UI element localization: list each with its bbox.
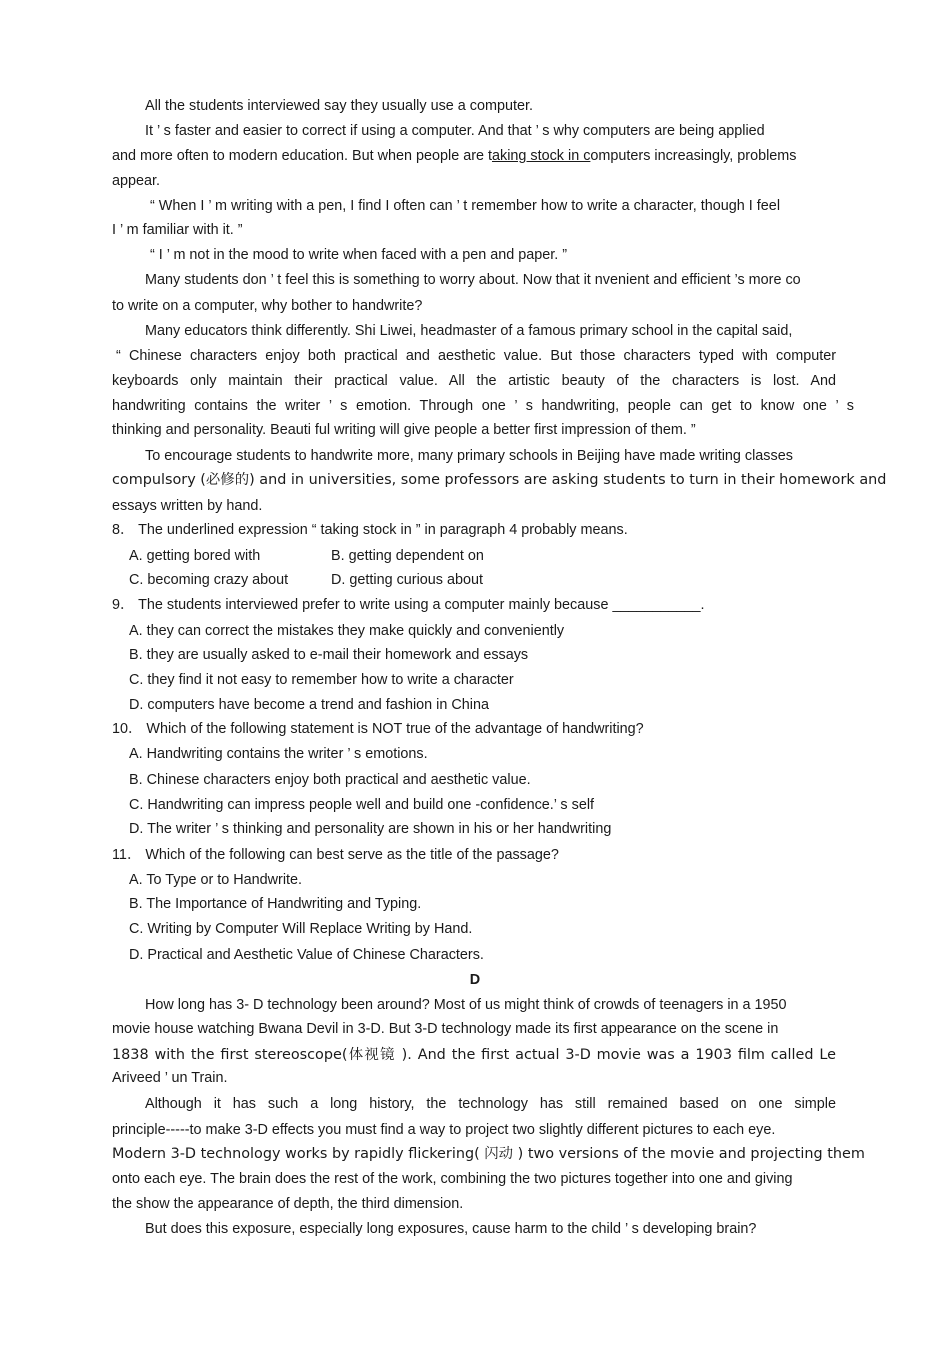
question-9-option-c: C. they find it not easy to remember how to write a character bbox=[129, 672, 514, 688]
question-9-stem: 9． The students interviewed prefer to write using a computer mainly because ___________. bbox=[112, 597, 705, 613]
passage-line: But does this exposure, especially long exposures, cause harm to the child ’ s developing brain? bbox=[145, 1221, 757, 1237]
question-9-option-b: B. they are usually asked to e-mail their homework and essays bbox=[129, 647, 529, 663]
question-11-option-d: D. Practical and Aesthetic Value of Chinese Characters. bbox=[129, 947, 484, 963]
question-11-option-a: A. To Type or to Handwrite. bbox=[129, 872, 303, 888]
question-8-option-a: A. getting bored with bbox=[129, 548, 261, 564]
question-11-option-c: C. Writing by Computer Will Replace Writing by Hand. bbox=[129, 921, 473, 937]
passage-text: and more often to modern education. But when people are t bbox=[112, 148, 493, 164]
question-10-option-c: C. Handwriting can impress people well and build one -confidence.’ s self bbox=[129, 797, 595, 813]
passage-line: “ When I ’ m writing with a pen, I find I often can ’ t remember how to write a character, though I feel bbox=[150, 198, 781, 214]
passage-line: Although it has such a long history, the technology has still remained based on one simple bbox=[145, 1096, 836, 1112]
passage-line: Many educators think differently. Shi Liwei, headmaster of a famous primary school in the capital said, bbox=[145, 323, 793, 339]
question-8-option-d: D. getting curious about bbox=[331, 572, 483, 588]
passage-text: omputers increasingly, problems bbox=[590, 148, 797, 164]
question-10-option-d: D. The writer ’ s thinking and personality are shown in his or her handwriting bbox=[129, 821, 612, 837]
passage-line: compulsory (必修的) and in universities, some professors are asking students to turn in their homework and bbox=[112, 472, 887, 488]
question-8-stem: 8． The underlined expression “ taking stock in ” in paragraph 4 probably means. bbox=[112, 522, 628, 538]
passage-line-with-underline bbox=[112, 146, 950, 166]
passage-line: keyboards only maintain their practical value. All the artistic beauty of the characters is lost. And bbox=[112, 373, 836, 389]
question-9-option-d: D. computers have become a trend and fashion in China bbox=[129, 697, 489, 713]
passage-line: “ I ’ m not in the mood to write when faced with a pen and paper. ” bbox=[150, 247, 568, 263]
passage-line: onto each eye. The brain does the rest of the work, combining the two pictures together into one and giving bbox=[112, 1171, 793, 1187]
passage-line: 1838 with the first stereoscope(体视镜 ). And the first actual 3-D movie was a 1903 film called Le bbox=[112, 1047, 836, 1063]
question-11-stem: 11． Which of the following can best serve as the title of the passage? bbox=[112, 847, 559, 863]
question-10-option-a: A. Handwriting contains the writer ’ s emotions. bbox=[129, 746, 428, 762]
section-heading: D bbox=[469, 972, 481, 988]
passage-line: principle-----to make 3-D effects you must find a way to project two slightly different pictures to each eye. bbox=[112, 1122, 776, 1138]
passage-line: to write on a computer, why bother to handwrite? bbox=[112, 298, 423, 314]
passage-line: thinking and personality. Beauti ful writing will give people a better first impression of them. ” bbox=[112, 422, 696, 438]
passage-line: “ Chinese characters enjoy both practical and aesthetic value. But those characters typed with computer bbox=[116, 348, 836, 364]
passage-line: How long has 3- D technology been around? Most of us might think of crowds of teenagers in a 1950 bbox=[145, 997, 787, 1013]
passage-line: All the students interviewed say they usually use a computer. bbox=[145, 98, 533, 114]
passage-line: Ariveed ’ un Train. bbox=[112, 1070, 228, 1086]
passage-line: Many students don ’ t feel this is something to worry about. Now that it nvenient and efficient ’s more co bbox=[145, 272, 801, 288]
passage-line: To encourage students to handwrite more, many primary schools in Beijing have made writing classes bbox=[145, 448, 793, 464]
question-10-option-b: B. Chinese characters enjoy both practical and aesthetic value. bbox=[129, 772, 531, 788]
question-10-stem: 10． Which of the following statement is NOT true of the advantage of handwriting? bbox=[112, 721, 644, 737]
question-11-option-b: B. The Importance of Handwriting and Typing. bbox=[129, 896, 422, 912]
underlined-expression: aking stock in c bbox=[492, 148, 591, 164]
passage-line: appear. bbox=[112, 173, 161, 189]
question-8-option-b: B. getting dependent on bbox=[331, 548, 484, 564]
passage-line: Modern 3-D technology works by rapidly flickering( 闪动 ) two versions of the movie and projecting them bbox=[112, 1146, 865, 1162]
passage-line: handwriting contains the writer ’ s emotion. Through one ’ s handwriting, people can get to know one ’ s bbox=[112, 398, 854, 414]
passage-line: the show the appearance of depth, the third dimension. bbox=[112, 1196, 464, 1212]
passage-line: movie house watching Bwana Devil in 3-D. But 3-D technology made its first appearance on the scene in bbox=[112, 1021, 779, 1037]
question-9-option-a: A. they can correct the mistakes they make quickly and conveniently bbox=[129, 623, 565, 639]
passage-line: I ’ m familiar with it. ” bbox=[112, 222, 243, 238]
passage-line: essays written by hand. bbox=[112, 498, 263, 514]
question-8-option-c: C. becoming crazy about bbox=[129, 572, 289, 588]
passage-line: It ’ s faster and easier to correct if using a computer. And that ’ s why computers are being applied bbox=[145, 123, 765, 139]
